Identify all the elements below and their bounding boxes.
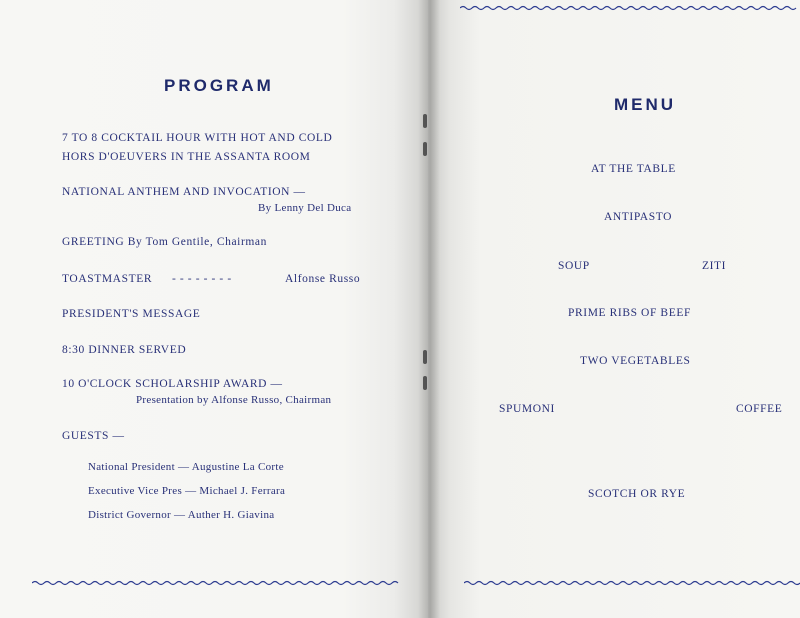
cocktail-line-2: HORS D'OEUVERS IN THE ASSANTA ROOM — [62, 151, 311, 163]
anthem-line: NATIONAL ANTHEM AND INVOCATION — — [62, 186, 306, 198]
menu-antipasto: ANTIPASTO — [604, 211, 673, 223]
staple — [423, 350, 427, 364]
menu-vegetables: TWO VEGETABLES — [580, 355, 691, 367]
cocktail-line-1: 7 TO 8 COCKTAIL HOUR WITH HOT AND COLD — [62, 132, 333, 144]
menu-at-table: AT THE TABLE — [591, 163, 676, 175]
menu-soup: SOUP — [558, 260, 590, 272]
staple — [423, 142, 427, 156]
top-wave-border-right — [460, 5, 800, 11]
toastmaster-label: TOASTMASTER — [62, 273, 153, 285]
anthem-by: By Lenny Del Duca — [258, 202, 352, 214]
greeting-line: GREETING By Tom Gentile, Chairman — [62, 236, 267, 248]
menu-scotch: SCOTCH OR RYE — [588, 488, 686, 500]
menu-page — [428, 0, 800, 618]
menu-ziti: ZITI — [702, 260, 727, 272]
toastmaster-name: Alfonse Russo — [285, 273, 361, 285]
menu-coffee: COFFEE — [736, 403, 783, 415]
guests-label: GUESTS — — [62, 430, 125, 442]
dinner-line: 8:30 DINNER SERVED — [62, 344, 187, 356]
guest-item: District Governor — Auther H. Giavina — [88, 509, 275, 521]
staple — [423, 376, 427, 390]
bottom-wave-border-right — [464, 580, 800, 586]
menu-heading: MENU — [614, 95, 677, 114]
guest-item: National President — Augustine La Corte — [88, 461, 284, 473]
program-heading: PROGRAM — [164, 76, 274, 95]
binding-gutter — [418, 0, 440, 618]
toastmaster-dashes: - - - - - - - - — [172, 273, 232, 285]
scholarship-by: Presentation by Alfonse Russo, Chairman — [136, 394, 332, 406]
scholarship-line: 10 O'CLOCK SCHOLARSHIP AWARD — — [62, 378, 283, 390]
menu-spumoni: SPUMONI — [499, 403, 555, 415]
guest-item: Executive Vice Pres — Michael J. Ferrara — [88, 485, 286, 497]
staple — [423, 114, 427, 128]
menu-prime-ribs: PRIME RIBS OF BEEF — [568, 307, 691, 319]
bottom-wave-border-left — [32, 580, 400, 586]
president-message: PRESIDENT'S MESSAGE — [62, 308, 201, 320]
